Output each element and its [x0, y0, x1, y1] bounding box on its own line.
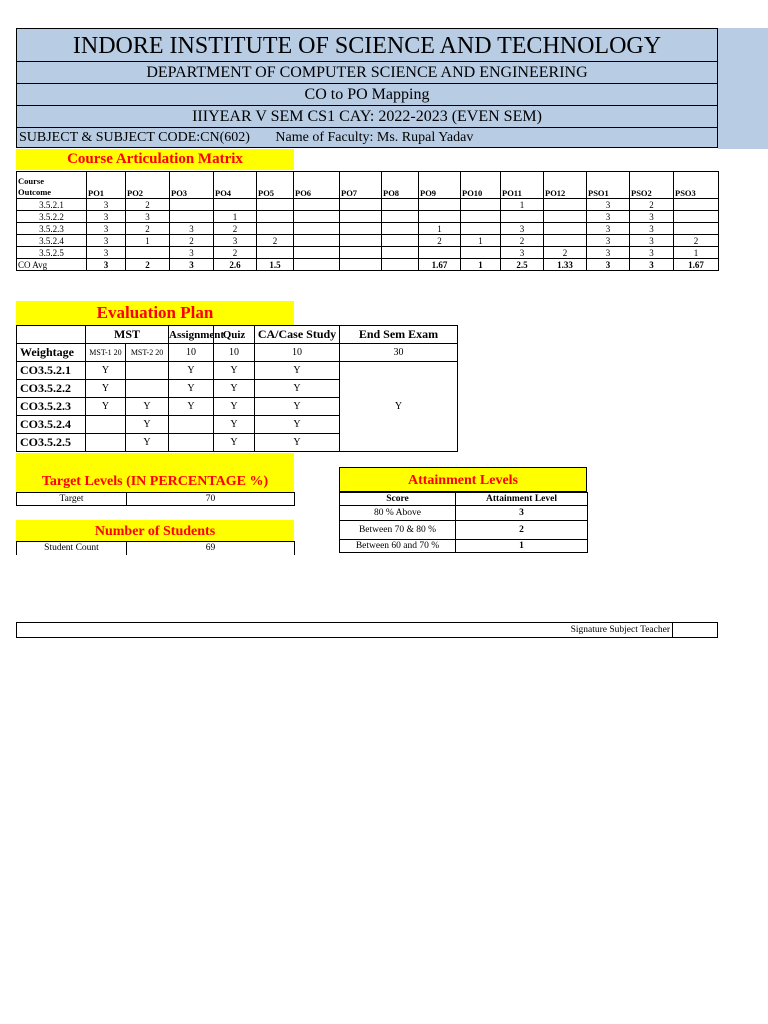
weightage-label: Weightage — [17, 344, 86, 362]
matrix-cell — [170, 199, 214, 211]
end-sem-weight: 30 — [340, 344, 458, 362]
attainment-table — [339, 492, 588, 553]
ca-weight: 10 — [255, 344, 340, 362]
level-cell: 3 — [456, 506, 588, 521]
co-avg-label: CO Avg — [17, 259, 87, 271]
matrix-cell: 1 — [419, 223, 461, 235]
level-header: Attainment Level — [456, 493, 588, 506]
matrix-cell: 3 — [630, 235, 674, 247]
articulation-title: Course Articulation Matrix — [16, 149, 294, 170]
po-header: PO1 — [87, 172, 126, 199]
matrix-cell — [257, 223, 294, 235]
mapping-title: CO to PO Mapping — [16, 84, 718, 106]
po-header: PO4 — [214, 172, 257, 199]
po-header: PO8 — [382, 172, 419, 199]
avg-cell: 3 — [630, 259, 674, 271]
score-cell: Between 70 & 80 % — [340, 521, 456, 540]
mst2-cell: Y — [126, 398, 169, 416]
matrix-cell: 2 — [214, 223, 257, 235]
matrix-cell — [340, 199, 382, 211]
level-cell: 2 — [456, 521, 588, 540]
articulation-row — [17, 223, 719, 235]
matrix-cell: 3 — [87, 247, 126, 259]
pso-header: PSO3 — [674, 172, 719, 199]
matrix-cell: 2 — [630, 199, 674, 211]
co-cell: 3.5.2.2 — [17, 211, 87, 223]
matrix-cell: 3 — [126, 211, 170, 223]
assignment-header: Assignment — [169, 326, 214, 344]
mst2-cell — [126, 380, 169, 398]
mst1-cell — [86, 416, 126, 434]
articulation-matrix — [16, 171, 719, 271]
matrix-cell — [257, 199, 294, 211]
pso-header: PSO1 — [587, 172, 630, 199]
matrix-cell: 3 — [587, 223, 630, 235]
matrix-cell: 3 — [170, 223, 214, 235]
empty-corner — [17, 326, 86, 344]
avg-cell — [382, 259, 419, 271]
quiz-cell: Y — [214, 380, 255, 398]
co-label: CO3.5.2.4 — [17, 416, 86, 434]
matrix-cell — [419, 199, 461, 211]
po-header: PO10 — [461, 172, 501, 199]
students-table — [16, 541, 295, 555]
matrix-cell: 3 — [587, 199, 630, 211]
mst1-weight: MST-1 20 — [86, 344, 126, 362]
matrix-cell: 1 — [214, 211, 257, 223]
articulation-row — [17, 235, 719, 247]
matrix-cell: 2 — [214, 247, 257, 259]
matrix-cell: 3 — [587, 247, 630, 259]
matrix-cell: 3 — [87, 223, 126, 235]
matrix-cell: 1 — [461, 235, 501, 247]
matrix-cell — [461, 199, 501, 211]
matrix-cell — [170, 211, 214, 223]
ca-cell: Y — [255, 362, 340, 380]
weightage-row — [17, 344, 458, 362]
avg-cell: 3 — [87, 259, 126, 271]
articulation-row — [17, 199, 719, 211]
students-value: 69 — [127, 542, 295, 555]
matrix-cell: 3 — [630, 247, 674, 259]
matrix-cell: 3 — [87, 211, 126, 223]
co-cell: 3.5.2.1 — [17, 199, 87, 211]
matrix-cell — [382, 199, 419, 211]
co-header: Course Outcome — [17, 172, 87, 199]
attainment-header-row — [340, 493, 588, 506]
avg-cell: 3 — [170, 259, 214, 271]
quiz-weight: 10 — [214, 344, 255, 362]
mst1-cell: Y — [86, 380, 126, 398]
matrix-cell: 2 — [126, 223, 170, 235]
articulation-row — [17, 247, 719, 259]
matrix-cell: 2 — [170, 235, 214, 247]
mst2-cell: Y — [126, 434, 169, 452]
quiz-cell: Y — [214, 416, 255, 434]
ca-cell: Y — [255, 416, 340, 434]
matrix-cell — [294, 223, 340, 235]
mst1-cell: Y — [86, 362, 126, 380]
matrix-cell: 3 — [501, 223, 544, 235]
end-sem-cell: Y — [340, 362, 458, 452]
matrix-cell — [461, 247, 501, 259]
po-header: PO7 — [340, 172, 382, 199]
avg-cell: 1.67 — [674, 259, 719, 271]
matrix-cell — [294, 199, 340, 211]
matrix-cell — [674, 223, 719, 235]
co-cell: 3.5.2.4 — [17, 235, 87, 247]
students-label: Student Count — [17, 542, 127, 555]
score-cell: Between 60 and 70 % — [340, 540, 456, 553]
level-cell: 1 — [456, 540, 588, 553]
mst1-cell — [86, 434, 126, 452]
ca-cell: Y — [255, 398, 340, 416]
matrix-cell: 2 — [674, 235, 719, 247]
avg-cell: 3 — [587, 259, 630, 271]
matrix-cell — [382, 223, 419, 235]
quiz-cell: Y — [214, 398, 255, 416]
target-title: Target Levels (IN PERCENTAGE %) — [16, 453, 294, 492]
quiz-cell: Y — [214, 434, 255, 452]
matrix-cell — [257, 211, 294, 223]
co-label: CO3.5.2.1 — [17, 362, 86, 380]
mst2-weight: MST-2 20 — [126, 344, 169, 362]
matrix-cell — [340, 235, 382, 247]
matrix-cell — [382, 211, 419, 223]
po-header: PO3 — [170, 172, 214, 199]
signature-label: Signature Subject Teacher — [571, 623, 673, 637]
matrix-cell: 2 — [126, 199, 170, 211]
matrix-cell — [674, 199, 719, 211]
matrix-cell: 3 — [87, 235, 126, 247]
target-label: Target — [17, 493, 127, 506]
mst-header: MST — [86, 326, 169, 344]
matrix-cell: 2 — [419, 235, 461, 247]
assignment-cell: Y — [169, 380, 214, 398]
matrix-cell — [257, 247, 294, 259]
matrix-cell — [382, 235, 419, 247]
matrix-cell — [544, 211, 587, 223]
attainment-row — [340, 540, 588, 553]
matrix-cell — [501, 211, 544, 223]
ca-header: CA/Case Study — [255, 326, 340, 344]
po-header: PO12 — [544, 172, 587, 199]
ca-cell: Y — [255, 380, 340, 398]
avg-cell — [294, 259, 340, 271]
matrix-cell — [674, 211, 719, 223]
signature-row — [16, 622, 718, 638]
matrix-cell: 1 — [674, 247, 719, 259]
co-label: CO3.5.2.2 — [17, 380, 86, 398]
evaluation-title: Evaluation Plan — [16, 301, 294, 325]
avg-cell: 1.33 — [544, 259, 587, 271]
po-header: PO11 — [501, 172, 544, 199]
matrix-cell — [382, 247, 419, 259]
co-label: CO3.5.2.5 — [17, 434, 86, 452]
matrix-cell: 3 — [87, 199, 126, 211]
matrix-cell — [544, 199, 587, 211]
target-table — [16, 492, 295, 506]
attainment-row — [340, 521, 588, 540]
subject-code: SUBJECT & SUBJECT CODE:CN(602) — [19, 130, 250, 145]
target-value: 70 — [127, 493, 295, 506]
mst2-cell: Y — [126, 416, 169, 434]
end-sem-header: End Sem Exam — [340, 326, 458, 344]
matrix-cell — [294, 235, 340, 247]
evaluation-table — [16, 325, 458, 452]
evaluation-row — [17, 362, 458, 380]
articulation-row — [17, 211, 719, 223]
attainment-row — [340, 506, 588, 521]
assignment-cell: Y — [169, 398, 214, 416]
matrix-cell — [461, 211, 501, 223]
matrix-cell — [544, 223, 587, 235]
department-title: DEPARTMENT OF COMPUTER SCIENCE AND ENGINEERING — [16, 62, 718, 84]
matrix-cell: 1 — [501, 199, 544, 211]
mst1-cell: Y — [86, 398, 126, 416]
co-cell: 3.5.2.3 — [17, 223, 87, 235]
ca-cell: Y — [255, 434, 340, 452]
po-header: PO6 — [294, 172, 340, 199]
matrix-cell — [340, 211, 382, 223]
matrix-cell: 3 — [501, 247, 544, 259]
pso-header: PSO2 — [630, 172, 674, 199]
avg-cell: 2 — [126, 259, 170, 271]
institute-title: INDORE INSTITUTE OF SCIENCE AND TECHNOLOGY — [16, 28, 718, 62]
avg-cell — [340, 259, 382, 271]
matrix-cell — [461, 223, 501, 235]
evaluation-header-row — [17, 326, 458, 344]
matrix-cell — [544, 235, 587, 247]
matrix-cell: 1 — [126, 235, 170, 247]
matrix-cell — [294, 247, 340, 259]
header-side-fill — [718, 28, 768, 149]
mst2-cell — [126, 362, 169, 380]
avg-cell: 2.6 — [214, 259, 257, 271]
matrix-cell: 2 — [257, 235, 294, 247]
matrix-cell — [294, 211, 340, 223]
co-avg-row — [17, 259, 719, 271]
avg-cell: 1 — [461, 259, 501, 271]
assignment-cell — [169, 434, 214, 452]
score-header: Score — [340, 493, 456, 506]
matrix-cell — [419, 211, 461, 223]
quiz-header: Quiz — [214, 326, 255, 344]
matrix-cell — [126, 247, 170, 259]
matrix-cell: 2 — [501, 235, 544, 247]
co-cell: 3.5.2.5 — [17, 247, 87, 259]
avg-cell: 1.67 — [419, 259, 461, 271]
students-row — [17, 542, 295, 555]
matrix-cell — [340, 223, 382, 235]
assignment-weight: 10 — [169, 344, 214, 362]
matrix-cell: 2 — [544, 247, 587, 259]
score-cell: 80 % Above — [340, 506, 456, 521]
students-title: Number of Students — [16, 520, 294, 541]
matrix-cell: 3 — [630, 223, 674, 235]
assignment-cell — [169, 416, 214, 434]
po-header: PO2 — [126, 172, 170, 199]
matrix-cell — [214, 199, 257, 211]
avg-cell: 2.5 — [501, 259, 544, 271]
po-header: PO5 — [257, 172, 294, 199]
avg-cell: 1.5 — [257, 259, 294, 271]
faculty-name: Name of Faculty: Ms. Rupal Yadav — [275, 130, 474, 145]
matrix-cell: 3 — [170, 247, 214, 259]
matrix-cell: 3 — [630, 211, 674, 223]
assignment-cell: Y — [169, 362, 214, 380]
matrix-cell: 3 — [214, 235, 257, 247]
po-header: PO9 — [419, 172, 461, 199]
subject-line — [16, 128, 718, 148]
matrix-cell: 3 — [587, 235, 630, 247]
attainment-title: Attainment Levels — [339, 467, 587, 492]
quiz-cell: Y — [214, 362, 255, 380]
matrix-cell — [419, 247, 461, 259]
target-row — [17, 493, 295, 506]
articulation-header-row — [17, 172, 719, 199]
co-label: CO3.5.2.3 — [17, 398, 86, 416]
matrix-cell: 3 — [587, 211, 630, 223]
matrix-cell — [340, 247, 382, 259]
year-sem-title: IIIYEAR V SEM CS1 CAY: 2022-2023 (EVEN SEM) — [16, 106, 718, 128]
